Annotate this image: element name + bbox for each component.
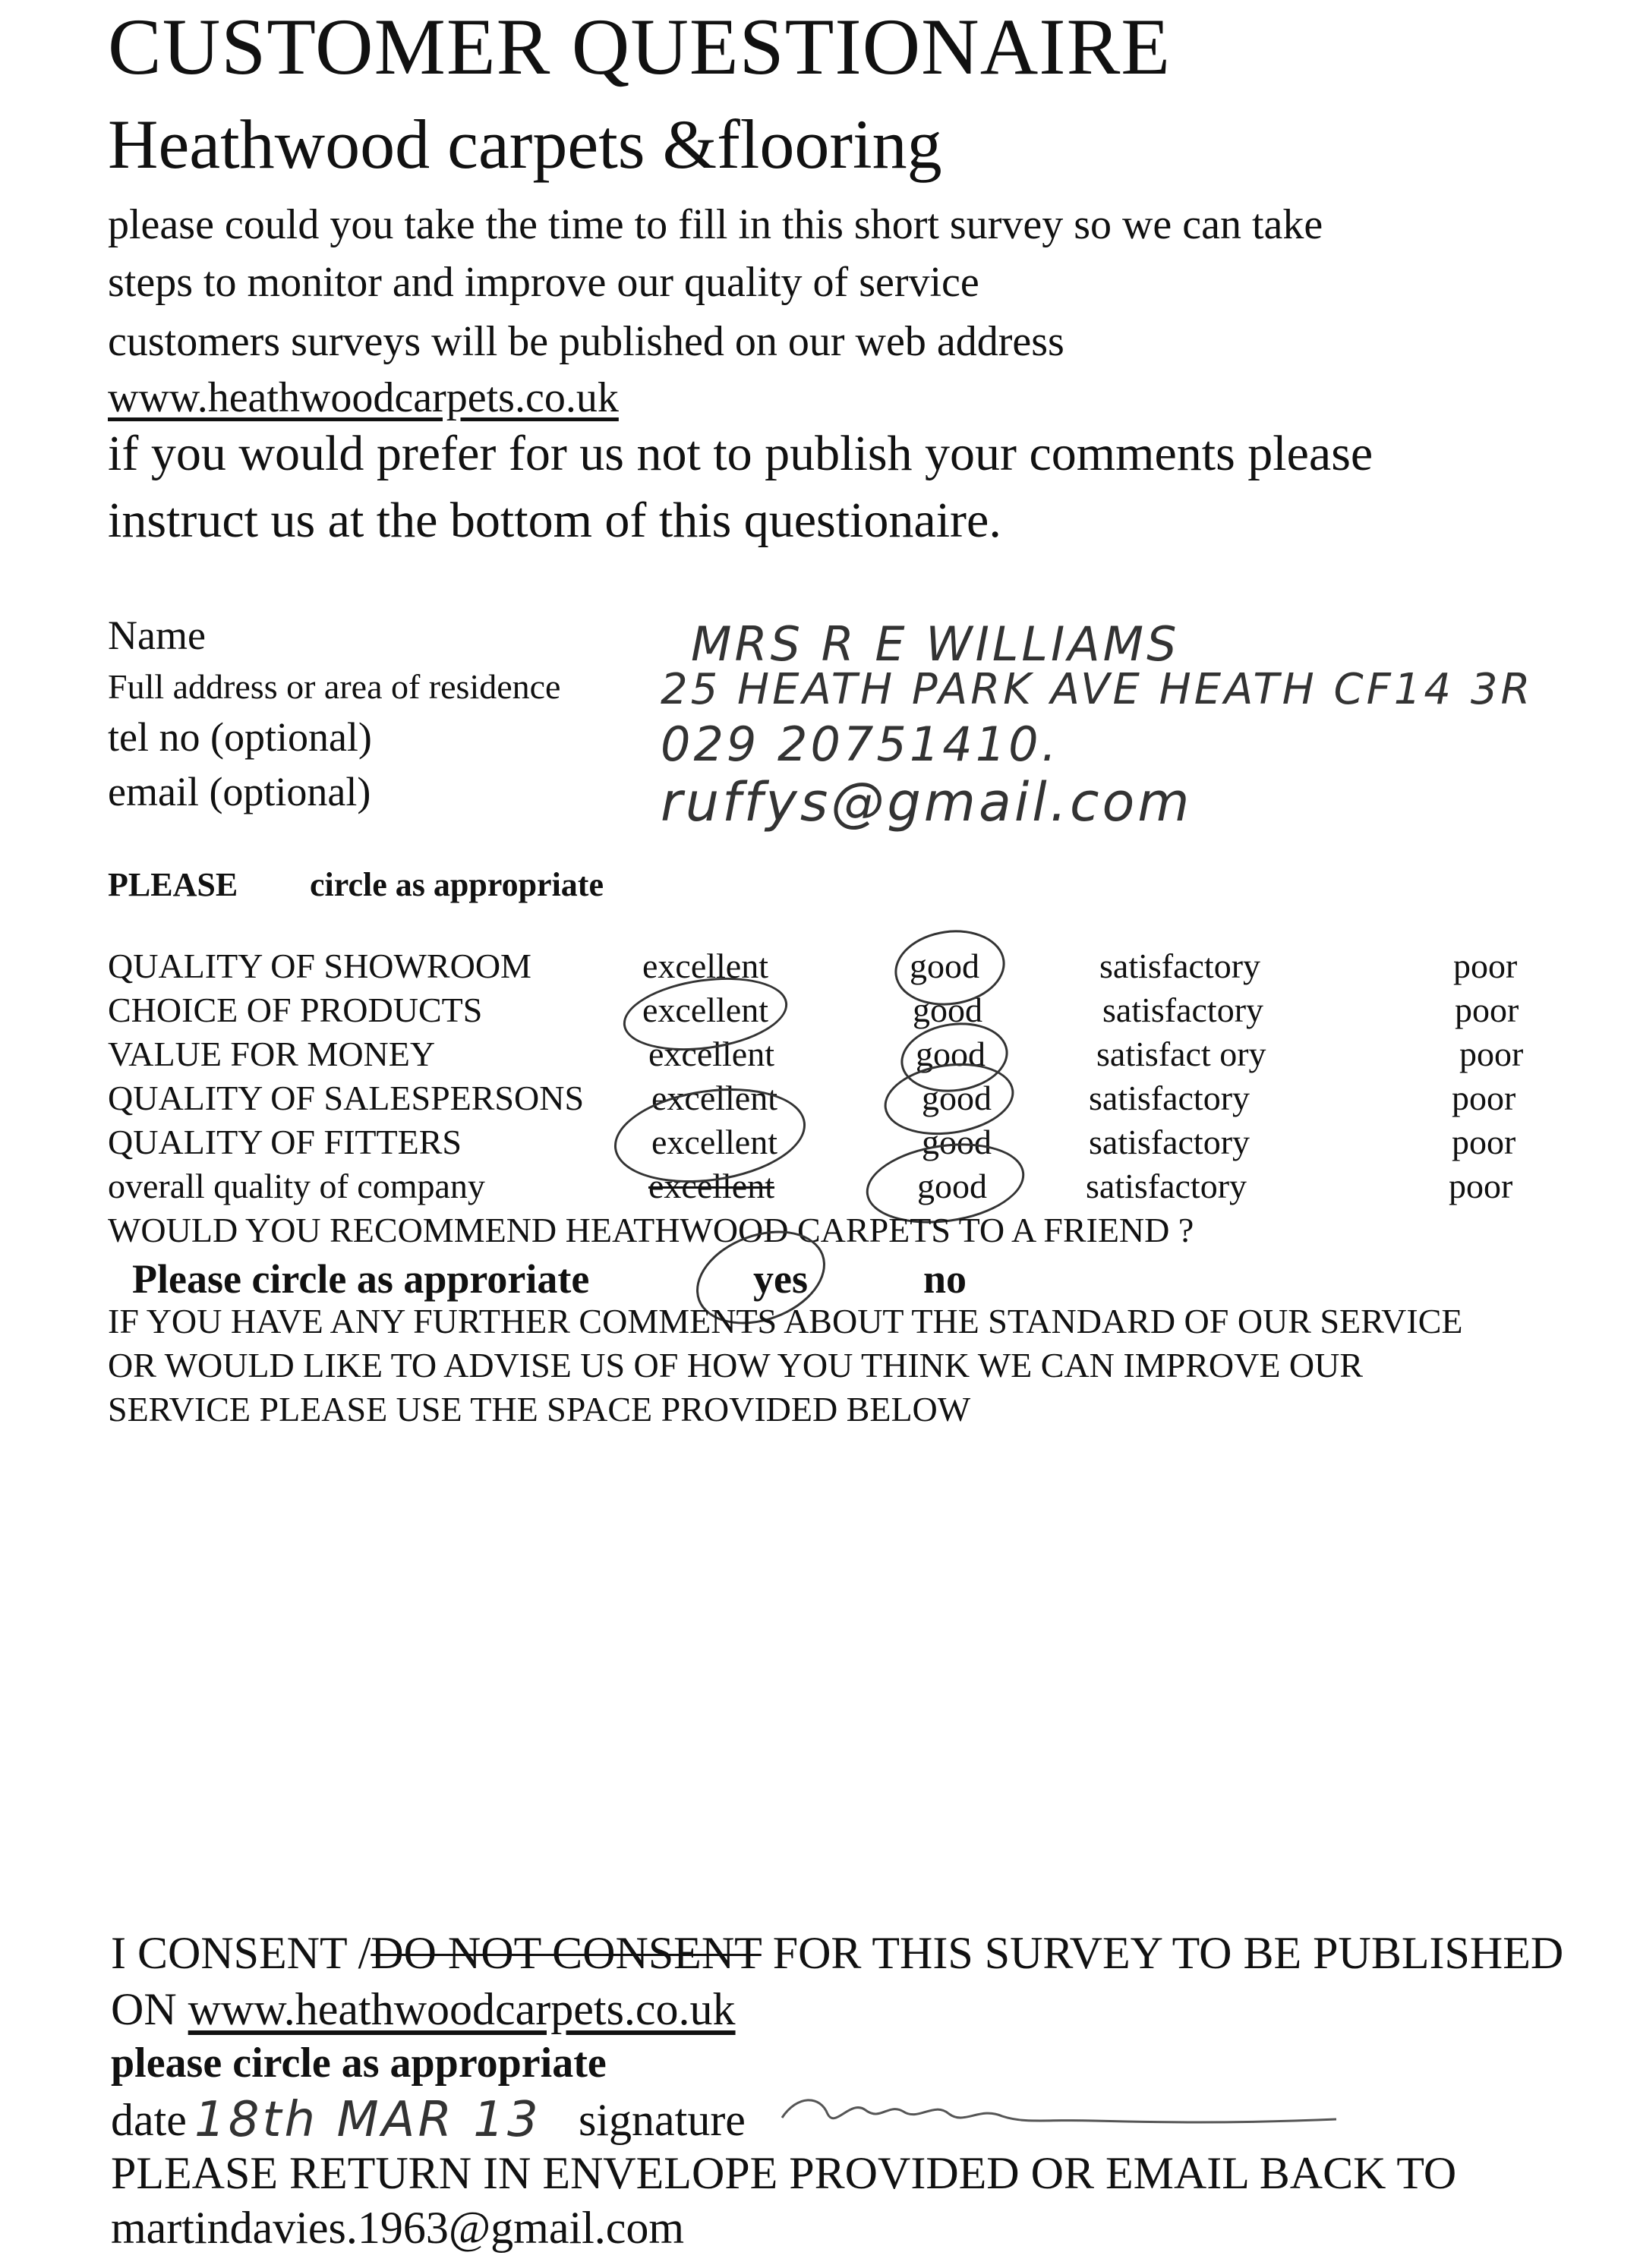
consent-rest: FOR THIS SURVEY TO BE PUBLISHED bbox=[761, 1928, 1564, 1978]
email-field[interactable]: ruffys@gmail.com bbox=[661, 771, 1193, 833]
consent-on: ON bbox=[111, 1984, 188, 2034]
question-showroom: QUALITY OF SHOWROOM bbox=[108, 947, 531, 985]
intro-line-3: customers surveys will be published on our web address bbox=[108, 318, 1064, 365]
question-products: CHOICE OF PRODUCTS bbox=[108, 991, 483, 1029]
option-good[interactable]: good bbox=[916, 1035, 986, 1073]
signature-field[interactable] bbox=[774, 2080, 1351, 2140]
signature-label: signature bbox=[579, 2095, 746, 2145]
signature-scribble-icon bbox=[774, 2080, 1351, 2140]
return-email[interactable]: martindavies.1963@gmail.com bbox=[111, 2203, 685, 2253]
intro-line-5: instruct us at the bottom of this questionaire. bbox=[108, 493, 1001, 548]
page-title: CUSTOMER QUESTIONAIRE bbox=[108, 2, 1172, 91]
option-good[interactable]: good bbox=[922, 1079, 992, 1117]
intro-line-2: steps to monitor and improve our quality of service bbox=[108, 259, 979, 306]
return-instructions: PLEASE RETURN IN ENVELOPE PROVIDED OR EMAIL BACK TO bbox=[111, 2148, 1457, 2198]
option-satisfactory[interactable]: satisfact ory bbox=[1096, 1035, 1266, 1073]
recommend-no[interactable]: no bbox=[923, 1256, 967, 1302]
option-poor[interactable]: poor bbox=[1452, 1079, 1516, 1117]
option-poor[interactable]: poor bbox=[1449, 1167, 1513, 1205]
selection-circle bbox=[608, 1077, 812, 1194]
recommend-prompt: Please circle as approriate bbox=[132, 1256, 590, 1302]
consent-option[interactable]: I CONSENT / bbox=[111, 1928, 371, 1978]
email-label: email (optional) bbox=[108, 769, 371, 814]
circle-instruction: circle as appropriate bbox=[310, 866, 604, 903]
option-poor[interactable]: poor bbox=[1459, 1035, 1524, 1073]
option-satisfactory[interactable]: satisfactory bbox=[1102, 991, 1264, 1029]
option-satisfactory[interactable]: satisfactory bbox=[1089, 1079, 1250, 1117]
intro-line-4: if you would prefer for us not to publish your comments please bbox=[108, 426, 1374, 481]
option-poor[interactable]: poor bbox=[1453, 947, 1518, 985]
comments-line-1: IF YOU HAVE ANY FURTHER COMMENTS ABOUT THE STANDARD OF OUR SERVICE bbox=[108, 1302, 1463, 1340]
question-fitters: QUALITY OF FITTERS bbox=[108, 1123, 462, 1161]
question-value: VALUE FOR MONEY bbox=[108, 1035, 436, 1073]
question-overall: overall quality of company bbox=[108, 1167, 485, 1205]
name-field[interactable]: MRS R E WILLIAMS bbox=[691, 616, 1180, 672]
option-excellent[interactable]: excellent bbox=[642, 947, 769, 985]
option-good[interactable]: good bbox=[922, 1123, 992, 1161]
comments-area[interactable] bbox=[108, 1442, 1550, 1913]
date-label: date bbox=[111, 2095, 187, 2145]
please-label: PLEASE bbox=[108, 866, 238, 903]
selection-circle bbox=[890, 923, 1010, 1012]
intro-line-1: please could you take the time to fill in this short survey so we can take bbox=[108, 201, 1323, 248]
question-salespersons: QUALITY OF SALESPERSONS bbox=[108, 1079, 585, 1117]
website-link[interactable]: www.heathwoodcarpets.co.uk bbox=[108, 374, 619, 421]
option-good[interactable]: good bbox=[913, 991, 982, 1029]
option-excellent[interactable]: excellent bbox=[651, 1123, 778, 1161]
address-field[interactable]: 25 HEATH PARK AVE HEATH CF14 3R bbox=[661, 665, 1534, 714]
comments-line-3: SERVICE PLEASE USE THE SPACE PROVIDED BELOW bbox=[108, 1390, 971, 1429]
consent-line bbox=[111, 1928, 1563, 1978]
option-excellent[interactable]: excellent bbox=[648, 1167, 775, 1205]
tel-field[interactable]: 029 20751410. bbox=[661, 717, 1060, 772]
company-name: Heathwood carpets &flooring bbox=[108, 106, 942, 183]
option-excellent[interactable]: excellent bbox=[651, 1079, 778, 1117]
address-label: Full address or area of residence bbox=[108, 667, 561, 706]
date-field[interactable]: 18th MAR 13 bbox=[194, 2092, 541, 2148]
option-excellent[interactable]: excellent bbox=[642, 991, 769, 1029]
name-label: Name bbox=[108, 613, 206, 658]
do-not-consent-option[interactable]: DO NOT CONSENT bbox=[371, 1928, 762, 1978]
option-poor[interactable]: poor bbox=[1452, 1123, 1516, 1161]
option-good[interactable]: good bbox=[910, 947, 979, 985]
comments-line-2: OR WOULD LIKE TO ADVISE US OF HOW YOU THINK WE CAN IMPROVE OUR bbox=[108, 1346, 1364, 1384]
option-satisfactory[interactable]: satisfactory bbox=[1089, 1123, 1250, 1161]
option-good[interactable]: good bbox=[917, 1167, 987, 1205]
option-satisfactory[interactable]: satisfactory bbox=[1099, 947, 1261, 985]
option-poor[interactable]: poor bbox=[1455, 991, 1519, 1029]
consent-website-line bbox=[111, 1984, 736, 2034]
option-excellent[interactable]: excellent bbox=[648, 1035, 775, 1073]
option-satisfactory[interactable]: satisfactory bbox=[1086, 1167, 1247, 1205]
consent-website-link[interactable]: www.heathwoodcarpets.co.uk bbox=[188, 1984, 736, 2034]
consent-circle-prompt: please circle as appropriate bbox=[111, 2040, 607, 2087]
recommend-yes[interactable]: yes bbox=[753, 1256, 808, 1302]
tel-label: tel no (optional) bbox=[108, 714, 372, 760]
recommend-question: WOULD YOU RECOMMEND HEATHWOOD CARPETS TO A FRIEND ? bbox=[108, 1211, 1194, 1249]
